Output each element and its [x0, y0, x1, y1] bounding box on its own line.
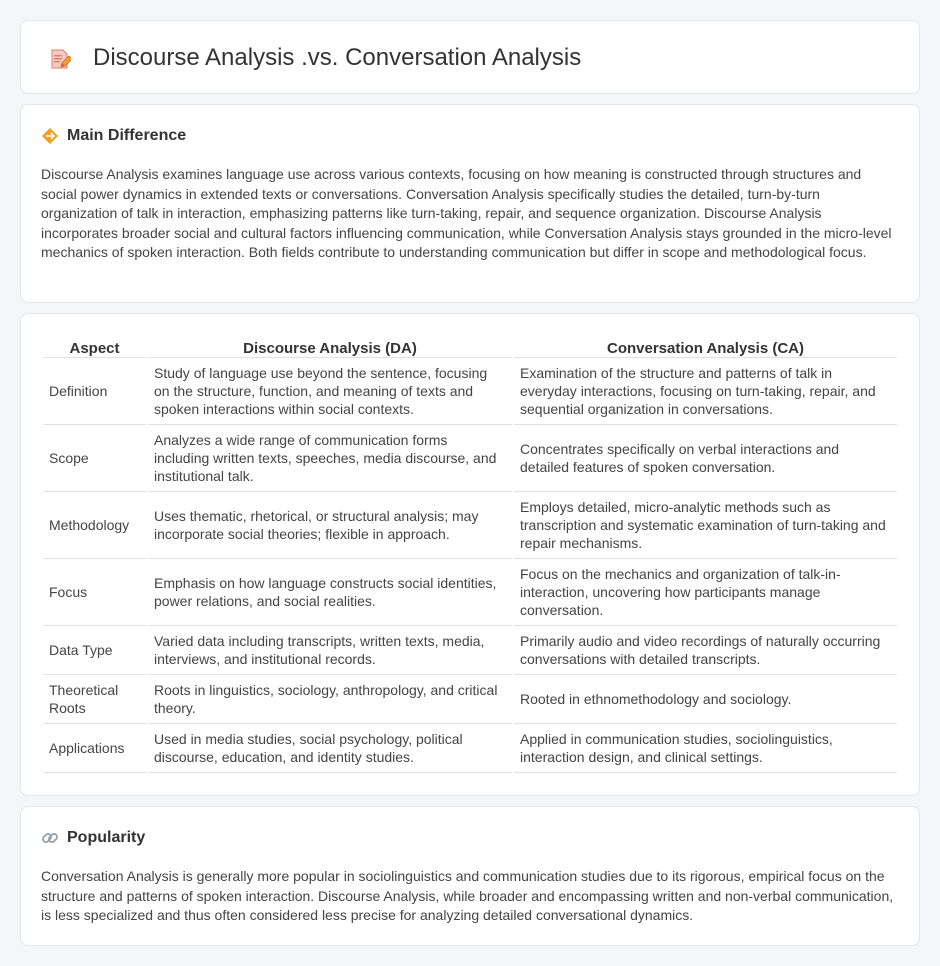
header-card: [20, 20, 920, 94]
table-row: [43, 425, 897, 492]
comparison-table: [41, 336, 899, 773]
row-da: Uses thematic, rhetorical, or structural analysis; may incorporate social theories; flexible in approach.: [148, 492, 512, 559]
table-row: [43, 358, 897, 425]
row-aspect: Definition: [43, 358, 146, 425]
main-difference-heading: [41, 127, 186, 145]
row-ca: Examination of the structure and patterns of talk in everyday interactions, focusing on turn-taking, repair, and sequential organization in conversations.: [514, 358, 897, 425]
popularity-heading: [41, 829, 145, 847]
row-ca: Focus on the mechanics and organization of talk-in-interaction, uncovering how participants manage conversation.: [514, 559, 897, 626]
comparison-card: [20, 313, 920, 796]
row-aspect: Data Type: [43, 626, 146, 675]
row-aspect: Focus: [43, 559, 146, 626]
document-pencil-icon: [49, 48, 71, 70]
row-ca: Rooted in ethnomethodology and sociology.: [514, 675, 897, 724]
popularity-title: Popularity: [67, 829, 146, 846]
header-da: Discourse Analysis (DA): [148, 336, 512, 358]
popularity-card: [20, 806, 920, 946]
row-aspect: Theoretical Roots: [43, 675, 146, 724]
row-da: Roots in linguistics, sociology, anthropology, and critical theory.: [148, 675, 512, 724]
row-da: Varied data including transcripts, written texts, media, interviews, and institutional records.: [148, 626, 512, 675]
table-row: [43, 559, 897, 626]
row-da: Emphasis on how language constructs social identities, power relations, and social realities.: [148, 559, 512, 626]
table-row: [43, 626, 897, 675]
main-difference-title: Main Difference: [67, 127, 187, 144]
header-ca: Conversation Analysis (CA): [514, 336, 897, 358]
row-aspect: Applications: [43, 724, 146, 773]
header-aspect: Aspect: [43, 336, 146, 358]
main-difference-text: Discourse Analysis examines language use across various contexts, focusing on how meaning is constructed through structures and social power dynamics in extended texts or conversations. Conversation Analysis specifically studies the detailed, turn-by-turn organization of talk in interaction, emphasizing patterns like turn-taking, repair, and sequence organization. Discourse Analysis incorporates broader social and cultural factors influencing communication, while Conversation Analysis stays grounded in the micro-level mechanics of spoken interaction. Both fields contribute to understanding communication but differ in scope and methodological focus.: [41, 166, 892, 260]
main-difference-card: [20, 104, 920, 303]
table-header-row: [43, 336, 897, 358]
row-aspect: Scope: [43, 425, 146, 492]
popularity-text: Conversation Analysis is generally more popular in sociolinguistics and communication studies due to its rigorous, empirical focus on the structure and patterns of spoken interaction. Discourse Analysis, while broader and encompassing written and non-verbal communication, is less specialized and thus often considered less precise for analyzing detailed conversational dynamics.: [41, 868, 894, 923]
row-da: Used in media studies, social psychology, political discourse, education, and identity studies.: [148, 724, 512, 773]
row-da: Analyzes a wide range of communication forms including written texts, speeches, media discourse, and institutional talk.: [148, 425, 512, 492]
table-row: [43, 724, 897, 773]
row-ca: Applied in communication studies, sociolinguistics, interaction design, and clinical settings.: [514, 724, 897, 773]
link-icon: [41, 829, 59, 847]
page-title: Discourse Analysis .vs. Conversation Analysis: [93, 44, 582, 71]
row-ca: Concentrates specifically on verbal interactions and detailed features of spoken conversation.: [514, 425, 897, 492]
table-row: [43, 675, 897, 724]
row-ca: Employs detailed, micro-analytic methods such as transcription and systematic examination of turn-taking and repair mechanisms.: [514, 492, 897, 559]
table-row: [43, 492, 897, 559]
row-da: Study of language use beyond the sentence, focusing on the structure, function, and meaning of texts and spoken interactions within social contexts.: [148, 358, 512, 425]
row-ca: Primarily audio and video recordings of naturally occurring conversations with detailed transcripts.: [514, 626, 897, 675]
row-aspect: Methodology: [43, 492, 146, 559]
diamond-arrows-icon: [41, 127, 59, 145]
